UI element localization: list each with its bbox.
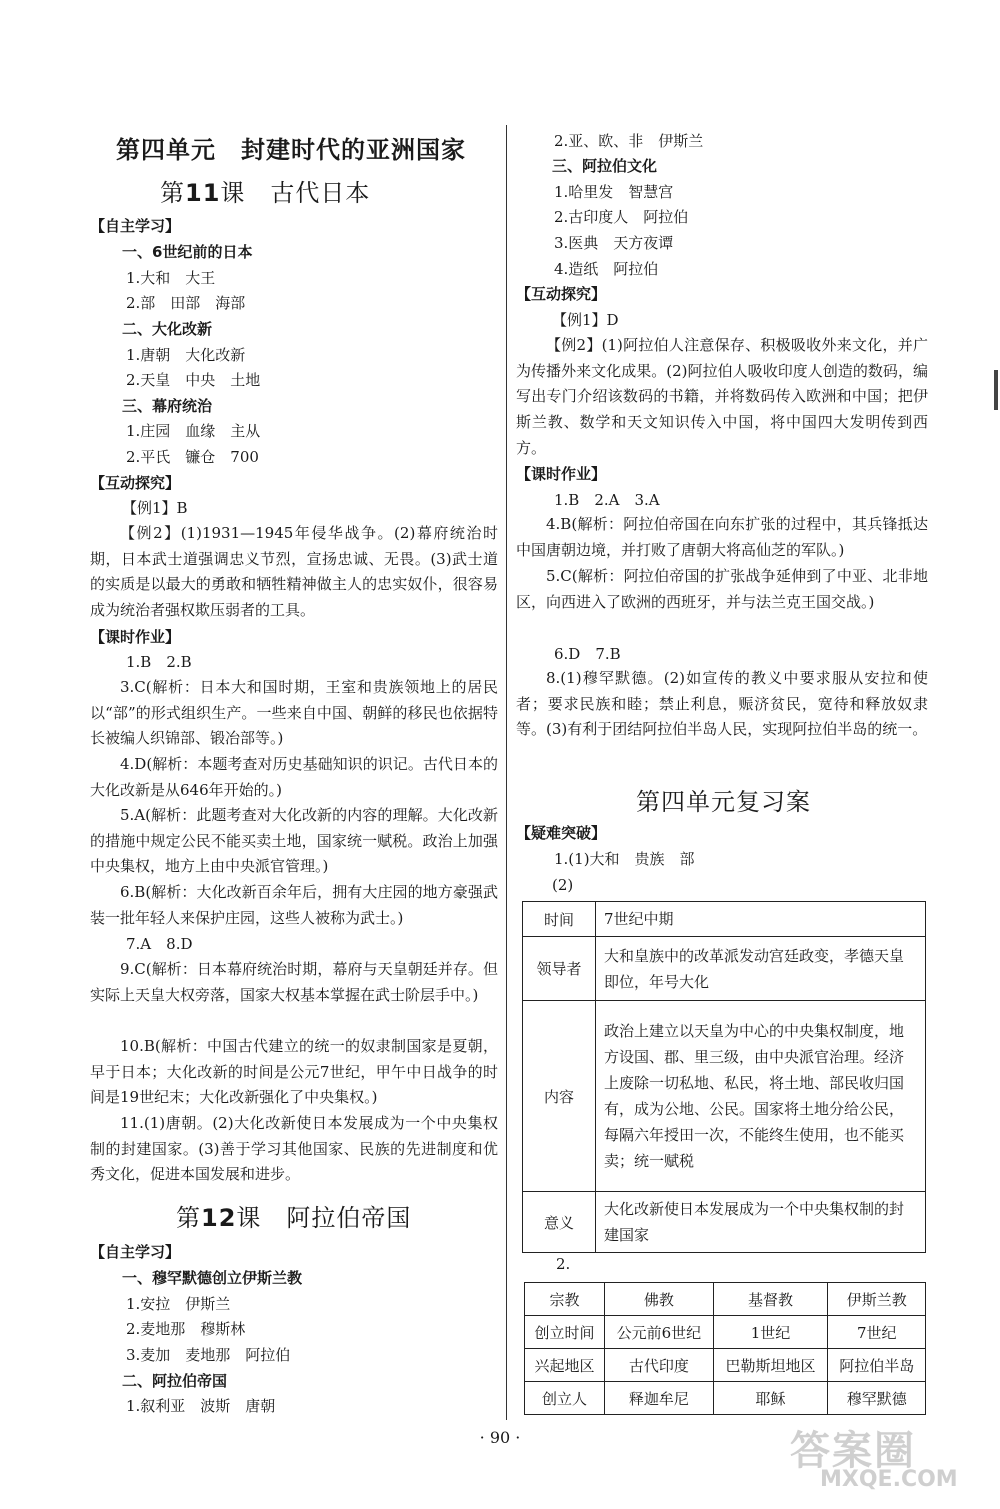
page-number: · 90 · [479, 1428, 521, 1447]
row-value: 政治上建立以天皇为中心的中央集权制度，地方设国、郡、里三级，由中央派官治理。经济上废除一切私地、私民，将土地、部民收归国有，成为公地、公民。国家将土地分给公民，每隔六年授田一次，不能终生使用，也不能买卖；统一赋税 [596, 1001, 926, 1192]
ex2-r: 【例2】(1)阿拉伯人注意保存、积极吸收外来文化，并广为传播外来文化成果。(2)阿拉伯人吸收印度人创造的数码，编写出专门介绍该数码的书籍，并将数码传入欧洲和中国；把伊斯兰教、数学和天文知识传入中国，将中国四大发明传到西方。 [516, 336, 928, 457]
c-5: 5.C(解析：阿拉伯帝国的扩张战争延伸到了中亚、北非地区，向西进入了欧洲的西班牙，并与法兰克王国交战。) [516, 567, 928, 611]
c-6-7: 6.D 7.B [554, 645, 621, 663]
section-hudong-r: 【互动探究】 [516, 285, 607, 303]
s1-head: 一、6世纪前的日本 [122, 243, 253, 261]
b2-1: 1.叙利亚 波斯 唐朝 [126, 1397, 276, 1415]
b3-4: 4.造纸 阿拉伯 [554, 260, 659, 278]
table-cell: 创立时间 [525, 1316, 605, 1349]
row-key: 意义 [523, 1192, 596, 1253]
table-cell: 阿拉伯半岛 [828, 1349, 926, 1382]
section-hudong: 【互动探究】 [90, 474, 181, 492]
table-row [525, 1349, 926, 1382]
s3-2: 2.平氏 镰仓 700 [126, 448, 259, 466]
answer-1-2: 1.B 2.B [126, 653, 192, 671]
table-row [523, 1001, 926, 1192]
table-cell: 兴起地区 [525, 1349, 605, 1382]
watermark [780, 1419, 990, 1499]
s3-1: 1.庄园 血缘 主从 [126, 422, 261, 440]
lesson-11-title: 第11课 古代日本 [160, 179, 371, 207]
s2-head: 二、大化改新 [122, 320, 213, 338]
table-row [523, 902, 926, 937]
lesson-12-title: 第12课 阿拉伯帝国 [176, 1204, 412, 1232]
table-cell: 穆罕默德 [828, 1382, 926, 1415]
religion-table [524, 1282, 926, 1415]
edge-mark [994, 370, 998, 410]
header-cell: 佛教 [605, 1283, 714, 1316]
row-key: 时间 [523, 902, 596, 937]
table-row [525, 1382, 926, 1415]
table-row [523, 937, 926, 1001]
answer-6: 6.B(解析：大化改新百余年后，拥有大庄园的地方豪强武装一批年轻人来保护庄园，这些人被称为武士。) [90, 883, 498, 927]
answer-3: 3.C(解析：日本大和国时期，王室和贵族领地上的居民以“部”的形式组织生产。一些来自中国、朝鲜的移民也依据特长被编人织锦部、锻冶部等。) [90, 678, 498, 748]
row-value: 大和皇族中的改革派发动宫廷政变，孝德天皇即位，年号大化 [596, 937, 926, 1001]
b3-3: 3.医典 天方夜谭 [554, 234, 674, 252]
answer-4: 4.D(解析：本题考查对历史基础知识的识记。古代日本的大化改新是从646年开始的。) [90, 755, 498, 799]
table-cell: 7世纪 [828, 1316, 926, 1349]
table-cell: 古代印度 [605, 1349, 714, 1382]
b1-3: 3.麦加 麦地那 阿拉伯 [126, 1346, 291, 1364]
b3-1: 1.哈里发 智慧宫 [554, 183, 674, 201]
header-cell: 伊斯兰教 [828, 1283, 926, 1316]
header-cell: 基督教 [713, 1283, 828, 1316]
table-row [525, 1316, 926, 1349]
ex1-r: 【例1】D [552, 311, 619, 329]
section-yinan: 【疑难突破】 [516, 824, 607, 842]
section-zizhu: 【自主学习】 [90, 217, 181, 235]
section-keshi: 【课时作业】 [90, 628, 181, 646]
ex1: 【例1】B [122, 499, 188, 517]
answer-7-8: 7.A 8.D [126, 935, 193, 953]
table-cell: 公元前6世纪 [605, 1316, 714, 1349]
c-1-3: 1.B 2.A 3.A [554, 491, 660, 509]
s3-head: 三、幕府统治 [122, 397, 213, 415]
b1-head: 一、穆罕默德创立伊斯兰教 [122, 1269, 303, 1287]
b1-2: 2.麦地那 穆斯林 [126, 1320, 246, 1338]
dahua-reform-table [522, 901, 926, 1253]
table-cell: 巴勒斯坦地区 [713, 1349, 828, 1382]
table-cell: 创立人 [525, 1382, 605, 1415]
review-title: 第四单元复习案 [636, 788, 811, 816]
watermark-big: 答案圈 [790, 1428, 916, 1474]
b1-1: 1.安拉 伊斯兰 [126, 1295, 231, 1313]
c-4: 4.B(解析：阿拉伯帝国在向东扩张的过程中，其兵锋抵达中国唐朝边境，并打败了唐朝大将高仙芝的军队。) [516, 515, 928, 559]
b3-2: 2.古印度人 阿拉伯 [554, 208, 689, 226]
q2: 2. [556, 1255, 571, 1273]
s2-2: 2.天皇 中央 土地 [126, 371, 261, 389]
b2-2: 2.亚、欧、非 伊斯兰 [554, 132, 704, 150]
answer-10: 10.B(解析：中国古代建立的统一的奴隶制国家是夏朝，早于日本；大化改新的时间是公元7世纪，甲午中日战争的时间是19世纪末；大化改新强化了中央集权。) [90, 1037, 498, 1107]
q1-part2: (2) [552, 876, 574, 894]
q1: 1.(1)大和 贵族 部 [554, 850, 695, 868]
watermark-small: MXQE.COM [820, 1467, 958, 1492]
c-8: 8.(1)穆罕默德。(2)如宣传的教义中要求服从安拉和使者；要求民族和睦；禁止利息，赈济贫民，宽待和释放奴隶等。(3)有利于团结阿拉伯半岛人民，实现阿拉伯半岛的统一。 [516, 669, 928, 739]
row-key: 领导者 [523, 937, 596, 1001]
section-keshi-r: 【课时作业】 [516, 465, 607, 483]
row-value: 7世纪中期 [596, 902, 926, 937]
header-cell: 宗教 [525, 1283, 605, 1316]
table-row [523, 1192, 926, 1253]
b2-head: 二、阿拉伯帝国 [122, 1372, 228, 1390]
s1-1: 1.大和 大王 [126, 269, 216, 287]
table-header-row [525, 1283, 926, 1316]
s2-1: 1.唐朝 大化改新 [126, 346, 246, 364]
ex2: 【例2】(1)1931—1945年侵华战争。(2)幕府统治时期，日本武士道强调忠义节烈，宣扬忠诚、无畏。(3)武士道的实质是以最大的勇敢和牺牲精神做主人的忠实奴仆，很容易成为统治者强权欺压弱者的工具。 [90, 524, 498, 620]
row-value: 大化改新使日本发展成为一个中央集权制的封建国家 [596, 1192, 926, 1253]
answer-9: 9.C(解析：日本幕府统治时期，幕府与天皇朝廷并存。但实际上天皇大权旁落，国家大权基本掌握在武士阶层手中。) [90, 960, 498, 1004]
table-cell: 释迦牟尼 [605, 1382, 714, 1415]
b3-head: 三、阿拉伯文化 [552, 157, 658, 175]
s1-2: 2.部 田部 海部 [126, 294, 246, 312]
section-zizhu-2: 【自主学习】 [90, 1243, 181, 1261]
answer-5: 5.A(解析：此题考查对大化改新的内容的理解。大化改新的措施中规定公民不能买卖土地，国家统一赋税。政治上加强中央集权，地方上由中央派官管理。) [90, 806, 498, 876]
unit-title: 第四单元 封建时代的亚洲国家 [116, 136, 466, 164]
row-key: 内容 [523, 1001, 596, 1192]
answer-11: 11.(1)唐朝。(2)大化改新使日本发展成为一个中央集权制的封建国家。(3)善于学习其他国家、民族的先进制度和优秀文化，促进本国发展和进步。 [90, 1114, 498, 1184]
table-cell: 耶稣 [713, 1382, 828, 1415]
column-divider [506, 125, 507, 1420]
table-cell: 1世纪 [713, 1316, 828, 1349]
